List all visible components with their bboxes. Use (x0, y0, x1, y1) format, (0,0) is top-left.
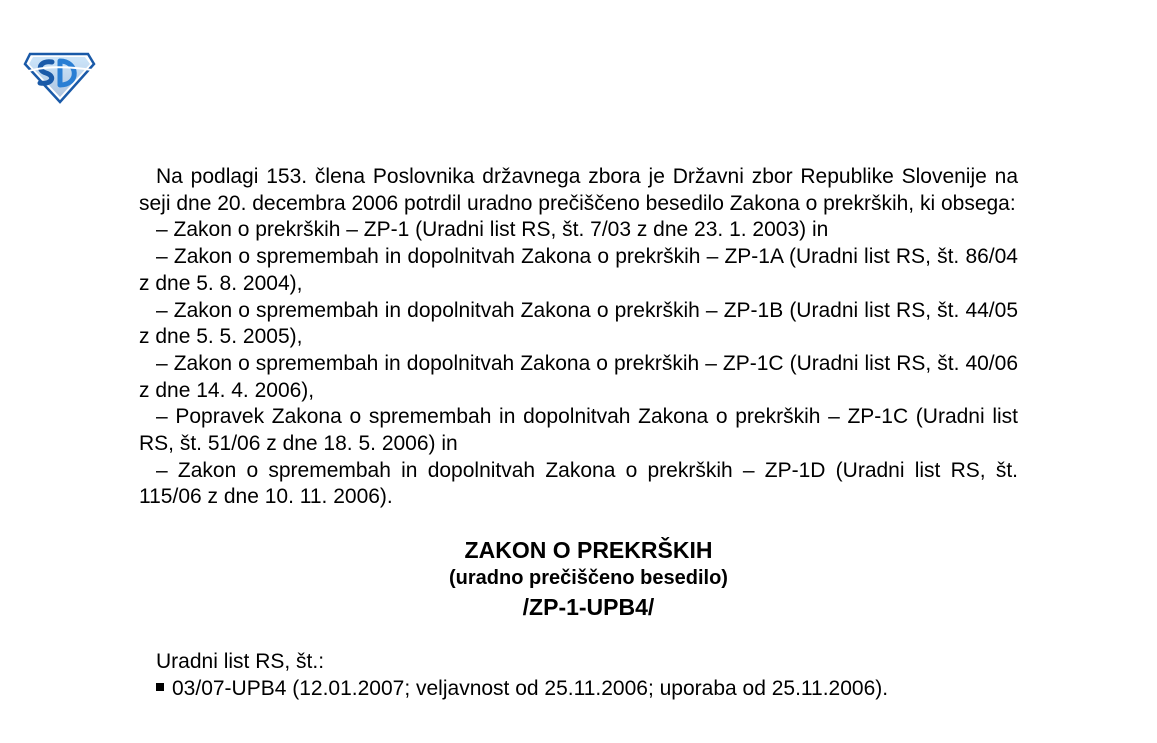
law-subtitle: (uradno prečiščeno besedilo) (449, 567, 728, 590)
law-list-item: – Zakon o spremembah in dopolnitvah Zakona o prekrških – ZP-1C (Uradni list RS, št. 40/06 z dne 14. 4. 2006), (139, 351, 1018, 402)
law-title-block (139, 535, 1018, 623)
bullet-icon (156, 683, 164, 691)
law-list-item: – Popravek Zakona o spremembah in dopolnitvah Zakona o prekrških – ZP-1C (Uradni list RS, št. 51/06 z dne 18. 5. 2006) in (139, 405, 1018, 456)
law-list-item: – Zakon o spremembah in dopolnitvah Zakona o prekrških – ZP-1B (Uradni list RS, št. 44/05 z dne 5. 5. 2005), (139, 298, 1018, 349)
law-list-item: – Zakon o prekrških – ZP-1 (Uradni list RS, št. 7/03 z dne 23. 1. 2003) in (156, 218, 829, 242)
sd-shield-logo-icon (22, 48, 96, 104)
gazette-label: Uradni list RS, št.: (156, 650, 325, 674)
law-list-item: – Zakon o spremembah in dopolnitvah Zakona o prekrških – ZP-1A (Uradni list RS, št. 86/04 z dne 5. 8. 2004), (139, 245, 1018, 295)
intro-paragraph: Na podlagi 153. člena Poslovnika državnega zbora je Državni zbor Republike Slovenije na seji dne 20. decembra 2006 potrdil uradno prečiščeno besedilo Zakona o prekrških, ki obsega: (139, 165, 1018, 215)
law-list-item: – Zakon o spremembah in dopolnitvah Zakona o prekrških – ZP-1D (Uradni list RS, št. 115/06 z dne 10. 11. 2006). (139, 458, 1018, 509)
law-title: ZAKON O PREKRŠKIH (464, 537, 713, 564)
law-code: /ZP-1-UPB4/ (522, 594, 655, 621)
gazette-entry (139, 676, 1018, 703)
document-body (139, 164, 1018, 703)
gazette-entry-text: 03/07-UPB4 (12.01.2007; veljavnost od 25.11.2006; uporaba od 25.11.2006). (172, 676, 889, 700)
